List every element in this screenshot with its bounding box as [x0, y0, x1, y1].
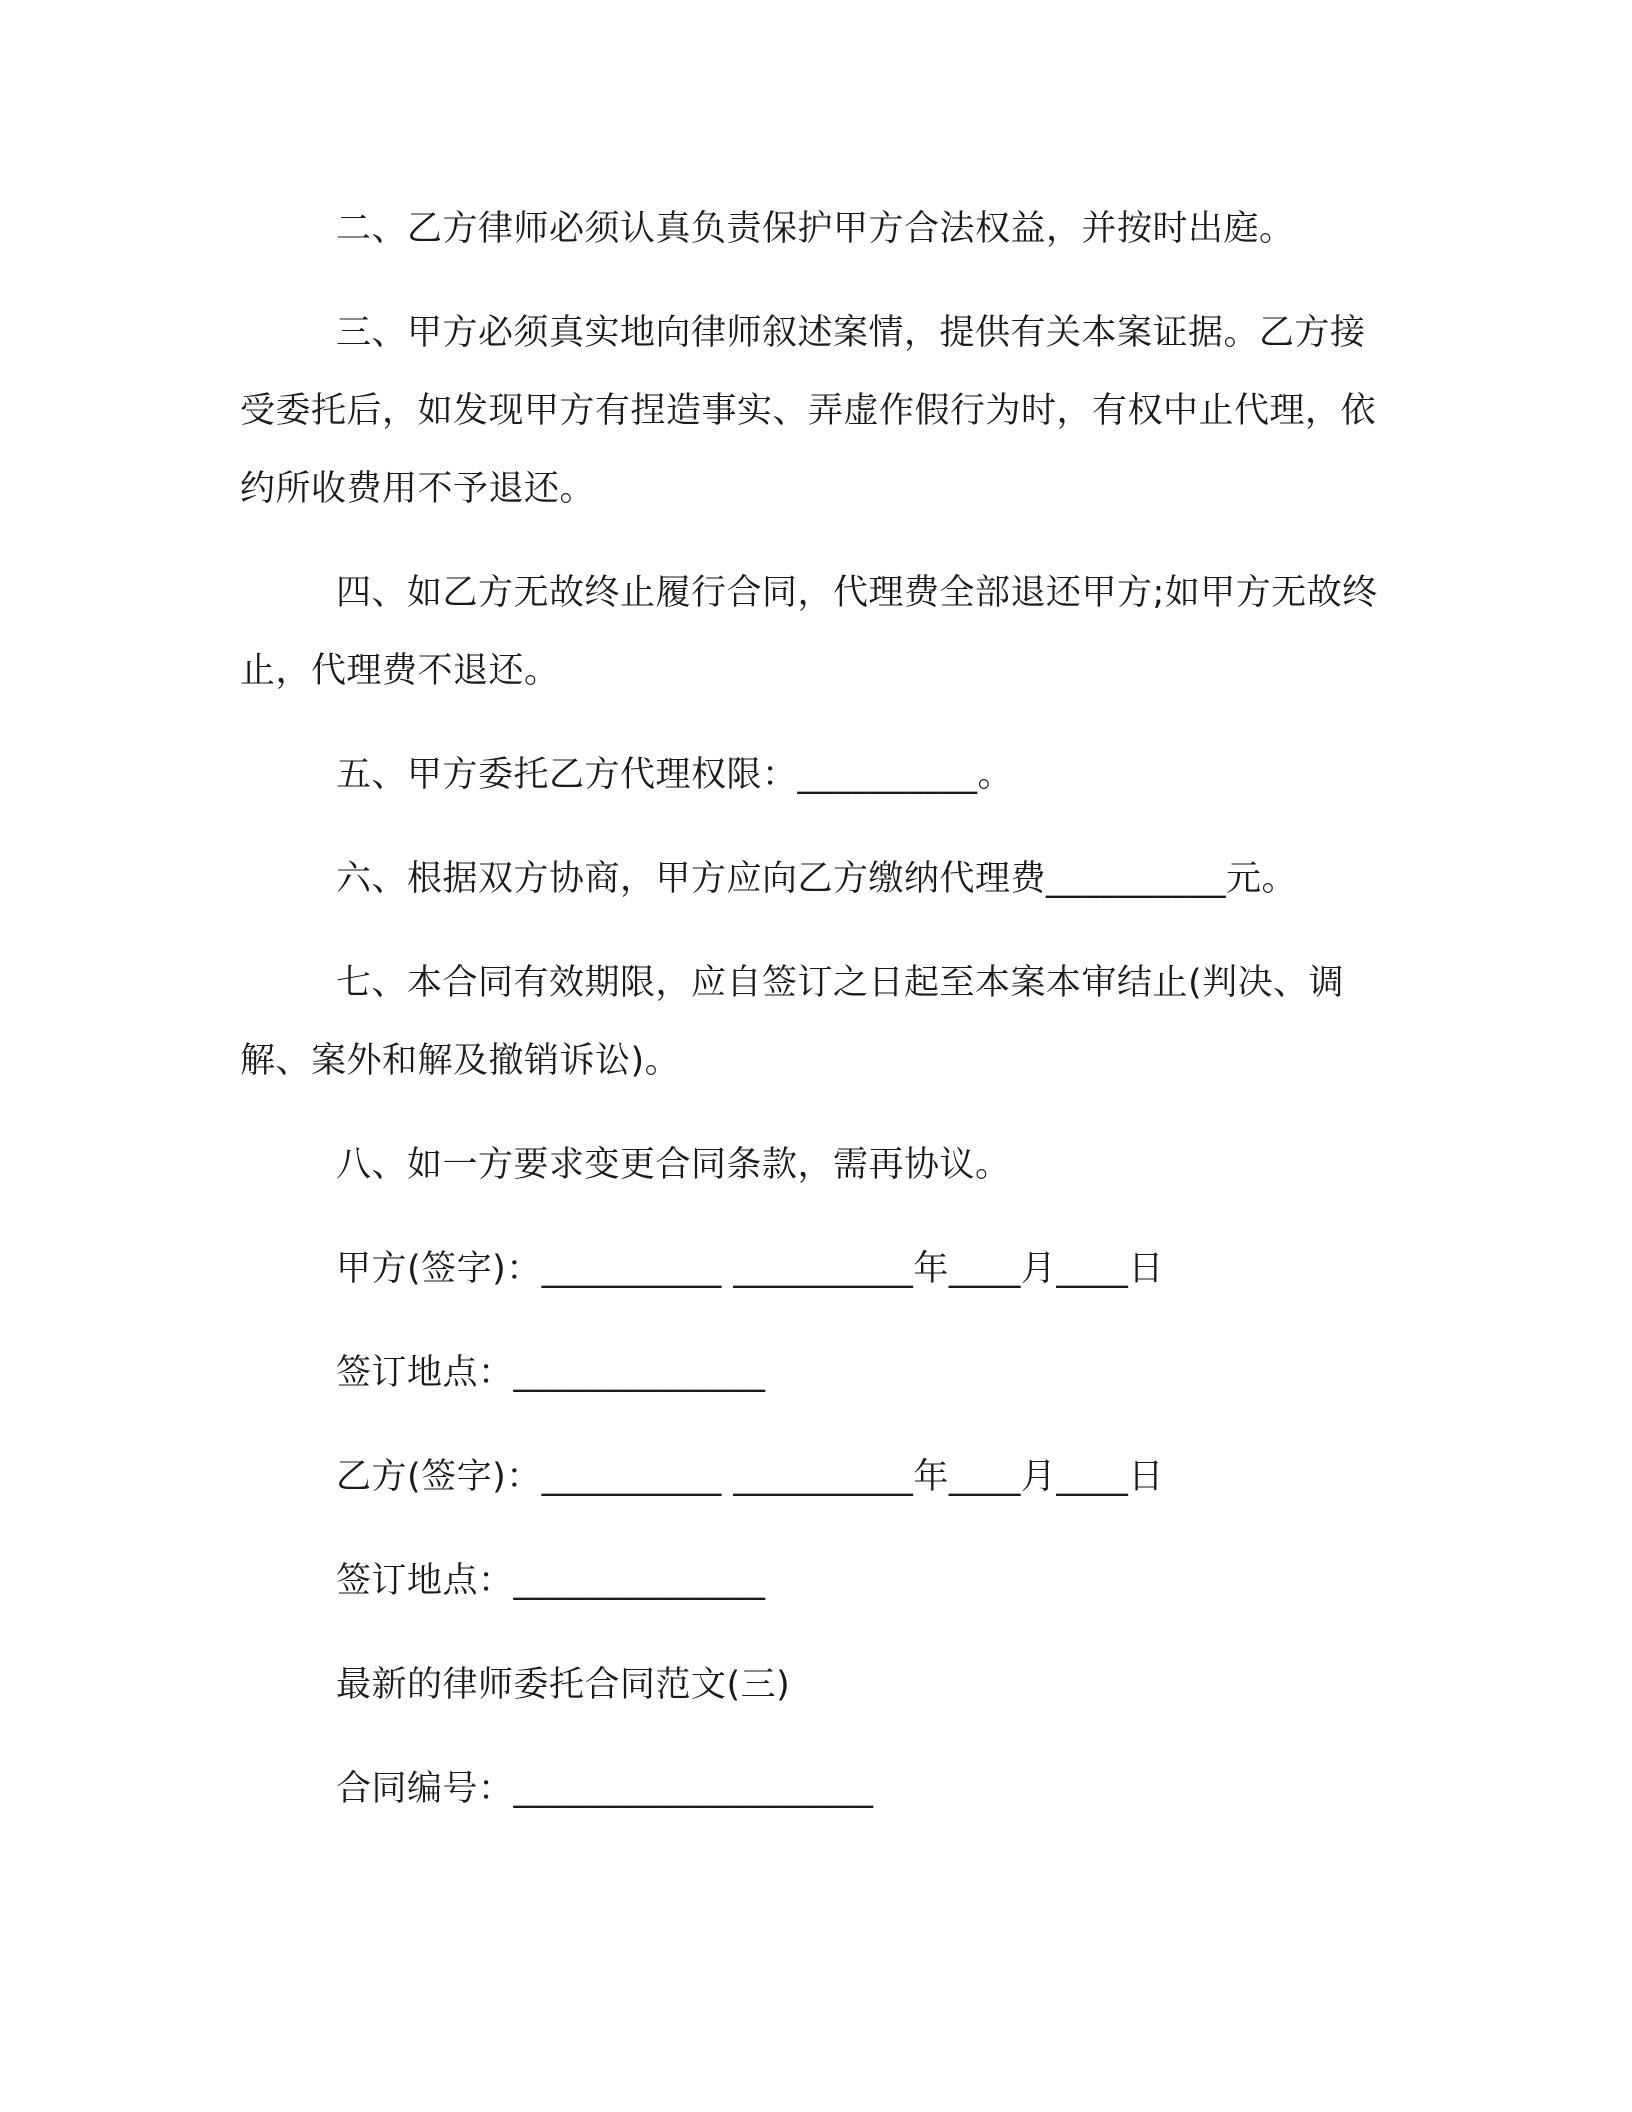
party-a-signing-place: 签订地点：______________ — [336, 1353, 766, 1393]
document-body — [240, 190, 1380, 1854]
clause-7: 七、本合同有效期限，应自签订之日起至本案本审结止(判决、调解、案外和解及撤销诉讼)。 — [240, 963, 1345, 1081]
clause-2: 二、乙方律师必须认真负责保护甲方合法权益，并按时出庭。 — [336, 209, 1295, 249]
section-title: 最新的律师委托合同范文(三) — [336, 1665, 791, 1705]
clause-8: 八、如一方要求变更合同条款，需再协议。 — [336, 1145, 1011, 1185]
clause-3: 三、甲方必须真实地向律师叙述案情，提供有关本案证据。乙方接受委托后，如发现甲方有捏造事实、弄虚作假行为时，有权中止代理，依约所收费用不予退还。 — [240, 313, 1377, 509]
clause-4: 四、如乙方无故终止履行合同，代理费全部退还甲方;如甲方无故终止，代理费不退还。 — [240, 573, 1378, 691]
clause-6: 六、根据双方协商，甲方应向乙方缴纳代理费__________元。 — [336, 859, 1298, 899]
party-b-signing-place: 签订地点：______________ — [336, 1561, 766, 1601]
contract-number-line: 合同编号：____________________ — [336, 1769, 874, 1809]
party-a-signature-line: 甲方(签字)：__________ __________年____月____日 — [336, 1249, 1164, 1289]
clause-5: 五、甲方委托乙方代理权限：__________。 — [336, 755, 1014, 795]
party-b-signature-line: 乙方(签字)：__________ __________年____月____日 — [336, 1457, 1164, 1497]
